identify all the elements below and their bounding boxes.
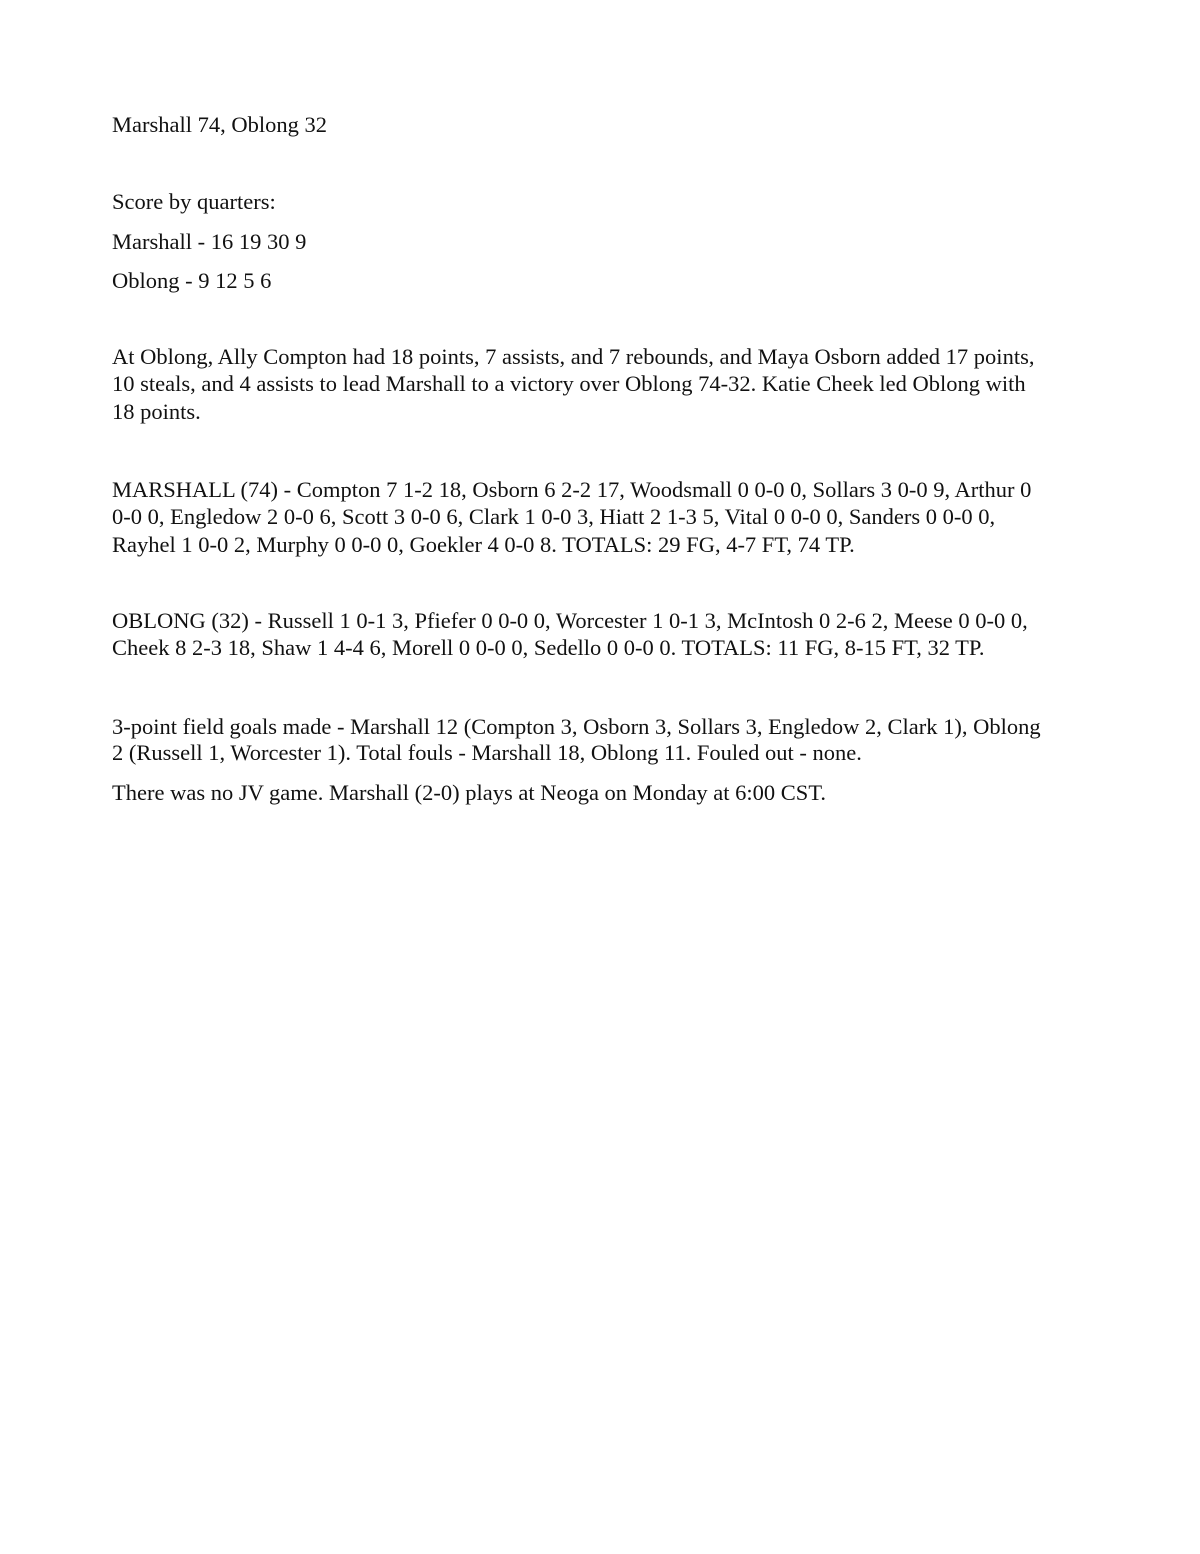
summary-line: 18 points. bbox=[112, 399, 201, 424]
notes-line: 2 (Russell 1, Worcester 1). Total fouls - Marshall 18, Oblong 11. Fouled out - none. bbox=[112, 740, 862, 765]
notes-line: 3-point field goals made - Marshall 12 (Compton 3, Osborn 3, Sollars 3, Engledow 2, Clark 1), Oblong bbox=[112, 714, 1041, 739]
marshall-box-line: 0-0 0, Engledow 2 0-0 6, Scott 3 0-0 6, Clark 1 0-0 3, Hiatt 2 1-3 5, Vital 0 0-0 0, Sanders 0 0-0 0, bbox=[112, 504, 996, 529]
summary-line: 10 steals, and 4 assists to lead Marshall to a victory over Oblong 74-32. Katie Cheek led Oblong with bbox=[112, 371, 1026, 396]
headline: Marshall 74, Oblong 32 bbox=[112, 112, 327, 137]
marshall-box-line: Rayhel 1 0-0 2, Murphy 0 0-0 0, Goekler 4 0-0 8. TOTALS: 29 FG, 4-7 FT, 74 TP. bbox=[112, 532, 855, 557]
oblong-box-line: Cheek 8 2-3 18, Shaw 1 4-4 6, Morell 0 0-0 0, Sedello 0 0-0 0. TOTALS: 11 FG, 8-15 FT, 32 TP. bbox=[112, 635, 985, 660]
summary-line: At Oblong, Ally Compton had 18 points, 7 assists, and 7 rebounds, and Maya Osborn added 17 points, bbox=[112, 344, 1035, 369]
closing-note: There was no JV game. Marshall (2-0) plays at Neoga on Monday at 6:00 CST. bbox=[112, 780, 827, 805]
marshall-box-line: MARSHALL (74) - Compton 7 1-2 18, Osborn 6 2-2 17, Woodsmall 0 0-0 0, Sollars 3 0-0 9, Arthur 0 bbox=[112, 477, 1032, 502]
quarters-label: Score by quarters: bbox=[112, 189, 276, 214]
quarters-marshall: Marshall - 16 19 30 9 bbox=[112, 229, 307, 254]
oblong-box-line: OBLONG (32) - Russell 1 0-1 3, Pfiefer 0 0-0 0, Worcester 1 0-1 3, McIntosh 0 2-6 2, Meese 0 0-0 0, bbox=[112, 608, 1028, 633]
quarters-oblong: Oblong - 9 12 5 6 bbox=[112, 268, 272, 293]
